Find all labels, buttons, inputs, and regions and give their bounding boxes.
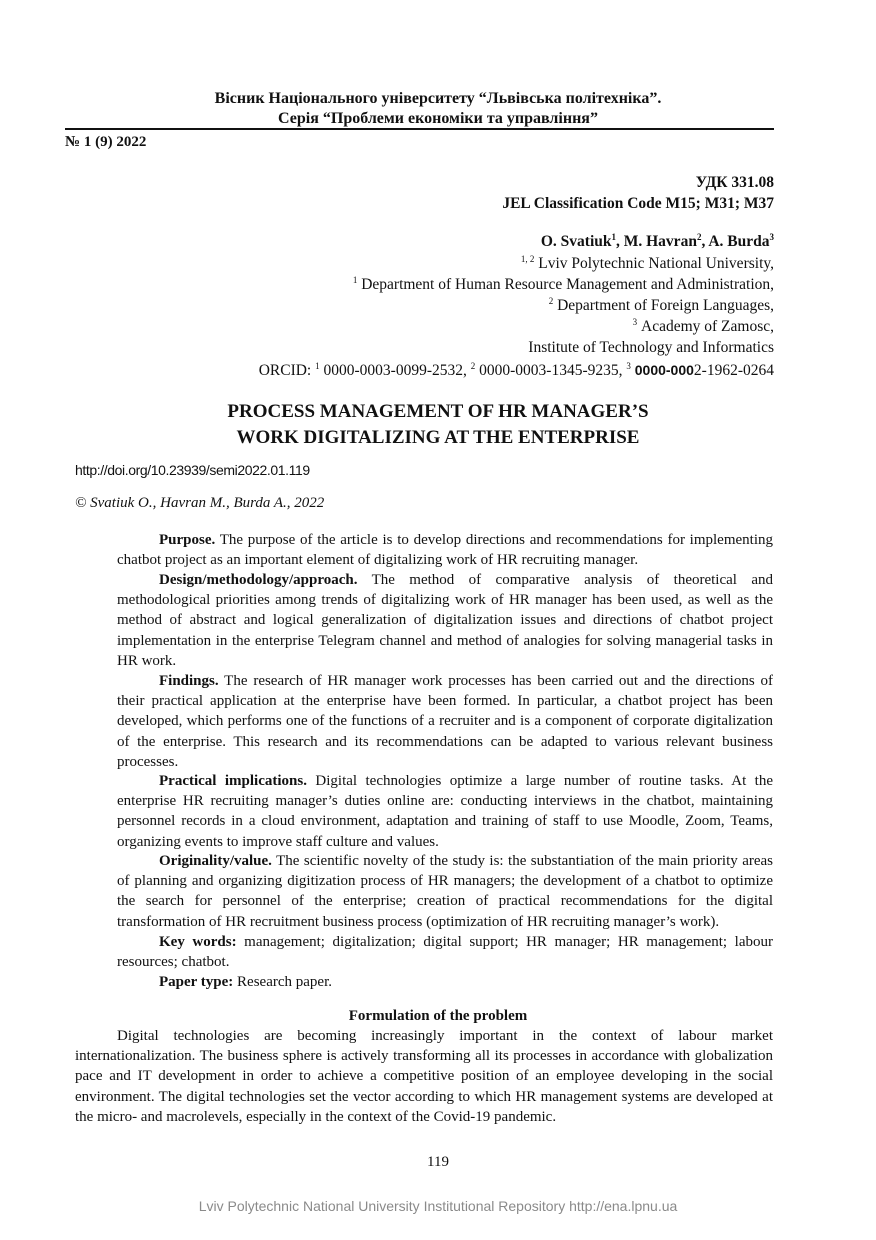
abstract-label: Key words:: [159, 934, 237, 950]
abstract-text: The purpose of the article is to develop directions and recommendations for implementing chatbot project as an important element of digitalizing work of HR recruiting manager.: [117, 532, 773, 569]
affiliation-text: Department of Foreign Languages,: [557, 297, 774, 314]
affiliation-text: Academy of Zamosc,: [641, 318, 774, 335]
author-name: A. Burda: [708, 233, 770, 250]
orcid-id-rest: 2-1962-0264: [693, 362, 774, 379]
paper-title-line-1: PROCESS MANAGEMENT OF HR MANAGER’S: [227, 401, 649, 422]
abstract-label: Design/methodology/approach.: [159, 572, 358, 588]
affiliation-line: [633, 317, 774, 337]
affiliation-line: [528, 338, 774, 358]
orcid-sup: 3: [626, 361, 631, 371]
abstract-text: management; digitalization; digital support; HR manager; HR management; labour resources; chatbot.: [117, 934, 773, 971]
orcid-line: [259, 360, 774, 381]
affiliation-line: [549, 296, 774, 316]
orcid-id[interactable]: 0000-0003-1345-9235,: [479, 362, 623, 379]
paper-title-line-2: WORK DIGITALIZING AT THE ENTERPRISE: [236, 427, 640, 448]
affiliation-text: Lviv Polytechnic National University,: [538, 255, 774, 272]
page-number: 119: [427, 1154, 449, 1170]
jel-code: JEL Classification Code M15; M31; M37: [502, 195, 774, 212]
udc-code: УДК 331.08: [695, 174, 774, 191]
author-separator: ,: [616, 233, 624, 250]
abstract-text: Digital technologies optimize a large number of routine tasks. At the enterprise HR recruiting manager’s duties online are: conducting interviews in the chatbot, maintaining personnel records in a cloud environment, adaptation and training of staff to use Moodle, Zoom, Teams, organizing events to improve staff culture and values.: [117, 773, 773, 850]
orcid-label: ORCID:: [258, 362, 312, 379]
abstract-text: The scientific novelty of the study is: the substantiation of the main priority areas of planning and organizing digitization process of HR managers; the development of a chatbot to optimize the search for personnel of the enterprise; creation of practical recommendations for the digital transformation of HR recruitment business process (optimization of HR recruiting manager’s work).: [117, 853, 773, 930]
abstract-design: [117, 570, 773, 671]
abstract-text: The method of comparative analysis of theoretical and methodological priorities among trends of digitalizing work of HR manager has been used, as well as the method of abstract and logical generalization of digitalization issues and directions of chatbot project implementation in the enterprise Telegram channel and method of analogies for solving managerial tasks in HR work.: [117, 572, 773, 669]
author-list: [541, 232, 774, 252]
abstract-keywords: [117, 932, 773, 972]
copyright-notice: © Svatiuk O., Havran M., Burda A., 2022: [75, 495, 325, 511]
affiliation-sup: 1, 2: [520, 254, 535, 264]
affiliation-sup: 2: [548, 296, 554, 306]
abstract-practical-implications: [117, 771, 773, 852]
abstract-label: Findings.: [159, 673, 219, 689]
repository-footer[interactable]: Lviv Polytechnic National University Institutional Repository http://ena.lpnu.ua: [198, 1198, 678, 1214]
header-divider: [65, 128, 774, 130]
affiliation-text: Institute of Technology and Informatics: [528, 339, 774, 356]
orcid-id[interactable]: [635, 362, 774, 379]
abstract-findings: [117, 671, 773, 772]
abstract-text: The research of HR manager work processes has been carried out and the directions of their practical application at the enterprise have been formed. In particular, a chatbot project has been developed, which performs one of the functions of a recruiter and is a component of corporate digitalization of the enterprise. This research and its recommendations can be adapted to various relevant business processes.: [117, 673, 773, 770]
affiliation-sup: 1: [352, 275, 358, 285]
abstract-label: Practical implications.: [159, 773, 307, 789]
affiliation-line: [521, 254, 774, 274]
author-sup: 2: [696, 232, 702, 242]
author-sup: 1: [611, 232, 616, 242]
affiliation-text: Department of Human Resource Management and Administration,: [361, 276, 774, 293]
journal-title-line-2: Серія “Проблеми економіки та управління”: [278, 110, 598, 127]
orcid-id[interactable]: 0000-0003-0099-2532,: [323, 362, 467, 379]
abstract-label: Purpose.: [159, 532, 216, 548]
abstract-originality: [117, 851, 773, 932]
abstract-paper-type: [117, 972, 773, 992]
orcid-sup: 2: [470, 361, 476, 371]
section-paragraph: Digital technologies are becoming increasingly important in the context of labour market internationalization. The business sphere is actively transforming all its processes in accordance with globalization pace and IT development in order to achieve a competitive position of an employee developing in the social environment. The digital technologies set the vector according to which HR management systems are developed at the micro- and macrolevels, especially in the context of the Covid-19 pandemic.: [75, 1028, 773, 1125]
author-name: M. Havran: [623, 233, 697, 250]
section-heading: Formulation of the problem: [348, 1008, 528, 1024]
abstract-label: Originality/value.: [159, 853, 272, 869]
abstract-purpose: [117, 530, 773, 570]
journal-title-line-1: Вісник Національного університету “Львівська політехніка”.: [214, 90, 662, 107]
affiliation-sup: 3: [632, 317, 638, 327]
orcid-sup: 1: [315, 361, 320, 371]
orcid-id-bold-part: 0000-000: [634, 362, 694, 378]
affiliation-line: [353, 275, 774, 295]
abstract-label: Paper type:: [159, 974, 234, 990]
doi-link[interactable]: http://doi.org/10.23939/semi2022.01.119: [75, 462, 310, 478]
author-sup: 3: [769, 232, 774, 242]
issue-number: № 1 (9) 2022: [65, 134, 147, 150]
abstract-text: Research paper.: [233, 974, 332, 990]
author-separator: ,: [701, 233, 709, 250]
author-name: O. Svatiuk: [540, 233, 612, 250]
